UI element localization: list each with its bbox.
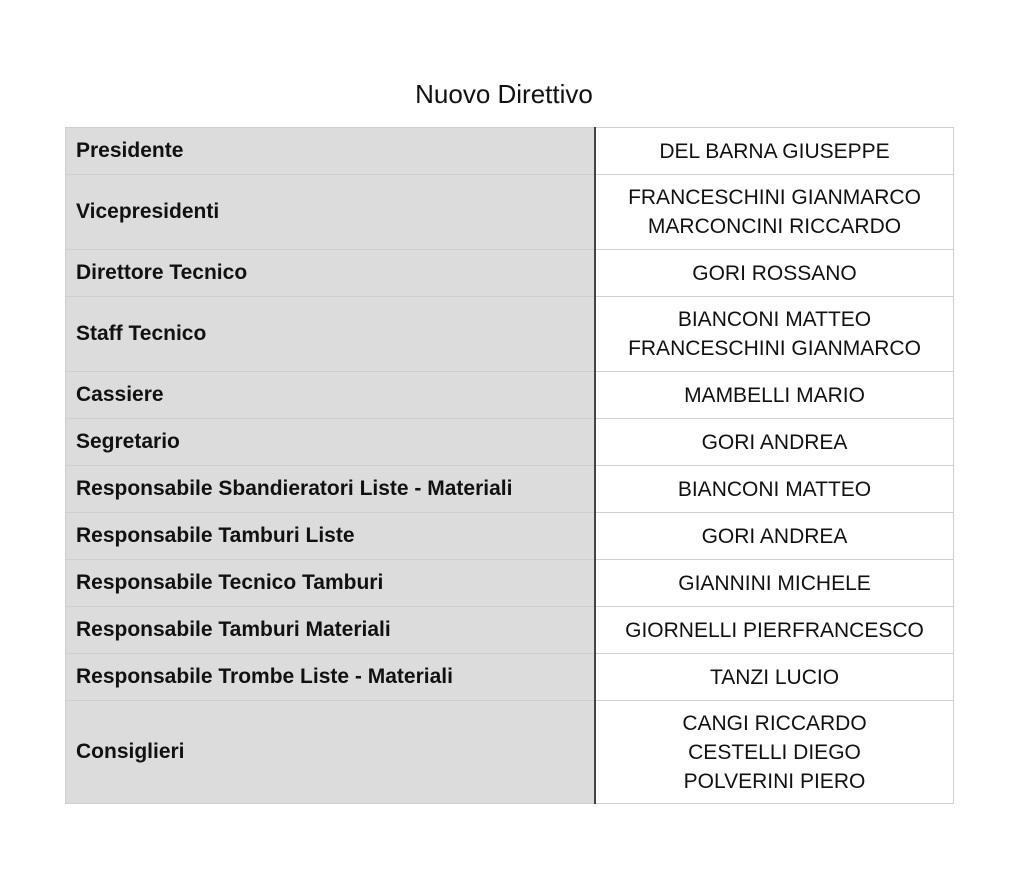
table-row xyxy=(66,466,954,513)
role-cell: Responsabile Tecnico Tamburi xyxy=(66,560,596,607)
names-cell xyxy=(595,175,954,250)
member-name: CANGI RICCARDO xyxy=(682,711,867,735)
member-name: BIANCONI MATTEO xyxy=(677,477,872,501)
names-cell xyxy=(595,419,954,466)
table-row xyxy=(66,701,954,804)
table-row xyxy=(66,175,954,250)
member-name: MAMBELLI MARIO xyxy=(684,383,865,407)
role-cell: Cassiere xyxy=(66,372,596,419)
names-cell xyxy=(595,128,954,175)
member-name: GORI ANDREA xyxy=(701,524,848,548)
table-row xyxy=(66,654,954,701)
role-cell: Direttore Tecnico xyxy=(66,250,596,297)
names-cell xyxy=(595,297,954,372)
role-cell: Vicepresidenti xyxy=(66,175,596,250)
page-title: Nuovo Direttivo xyxy=(415,79,593,109)
table-row xyxy=(66,419,954,466)
member-name: POLVERINI PIERO xyxy=(683,769,866,793)
member-name: DEL BARNA GIUSEPPE xyxy=(659,139,890,163)
names-cell xyxy=(595,250,954,297)
role-cell: Presidente xyxy=(66,128,596,175)
role-cell: Responsabile Sbandieratori Liste - Materiali xyxy=(66,466,596,513)
table-row xyxy=(66,607,954,654)
names-cell xyxy=(595,513,954,560)
names-cell xyxy=(595,654,954,701)
names-cell xyxy=(595,372,954,419)
table-row xyxy=(66,297,954,372)
member-name: CESTELLI DIEGO xyxy=(688,740,861,764)
member-name: GORI ANDREA xyxy=(701,430,848,454)
table-row xyxy=(66,560,954,607)
role-cell: Responsabile Trombe Liste - Materiali xyxy=(66,654,596,701)
table-row xyxy=(66,513,954,560)
role-cell: Consiglieri xyxy=(66,701,596,804)
names-cell xyxy=(595,466,954,513)
member-name: FRANCESCHINI GIANMARCO xyxy=(628,337,921,360)
table-row xyxy=(66,250,954,297)
member-name: GIANNINI MICHELE xyxy=(678,571,871,595)
member-name: TANZI LUCIO xyxy=(709,665,840,689)
names-cell xyxy=(595,607,954,654)
table-row xyxy=(66,128,954,175)
names-cell xyxy=(595,560,954,607)
names-cell xyxy=(595,701,954,804)
member-name: GORI ROSSANO xyxy=(692,261,857,285)
role-cell: Segretario xyxy=(66,419,596,466)
member-name: MARCONCINI RICCARDO xyxy=(647,215,902,238)
member-name: GIORNELLI PIERFRANCESCO xyxy=(625,618,924,642)
board-table xyxy=(65,127,954,804)
member-name: FRANCESCHINI GIANMARCO xyxy=(628,186,921,209)
role-cell: Responsabile Tamburi Liste xyxy=(66,513,596,560)
table-row xyxy=(66,372,954,419)
member-name: BIANCONI MATTEO xyxy=(677,308,872,331)
role-cell: Staff Tecnico xyxy=(66,297,596,372)
role-cell: Responsabile Tamburi Materiali xyxy=(66,607,596,654)
